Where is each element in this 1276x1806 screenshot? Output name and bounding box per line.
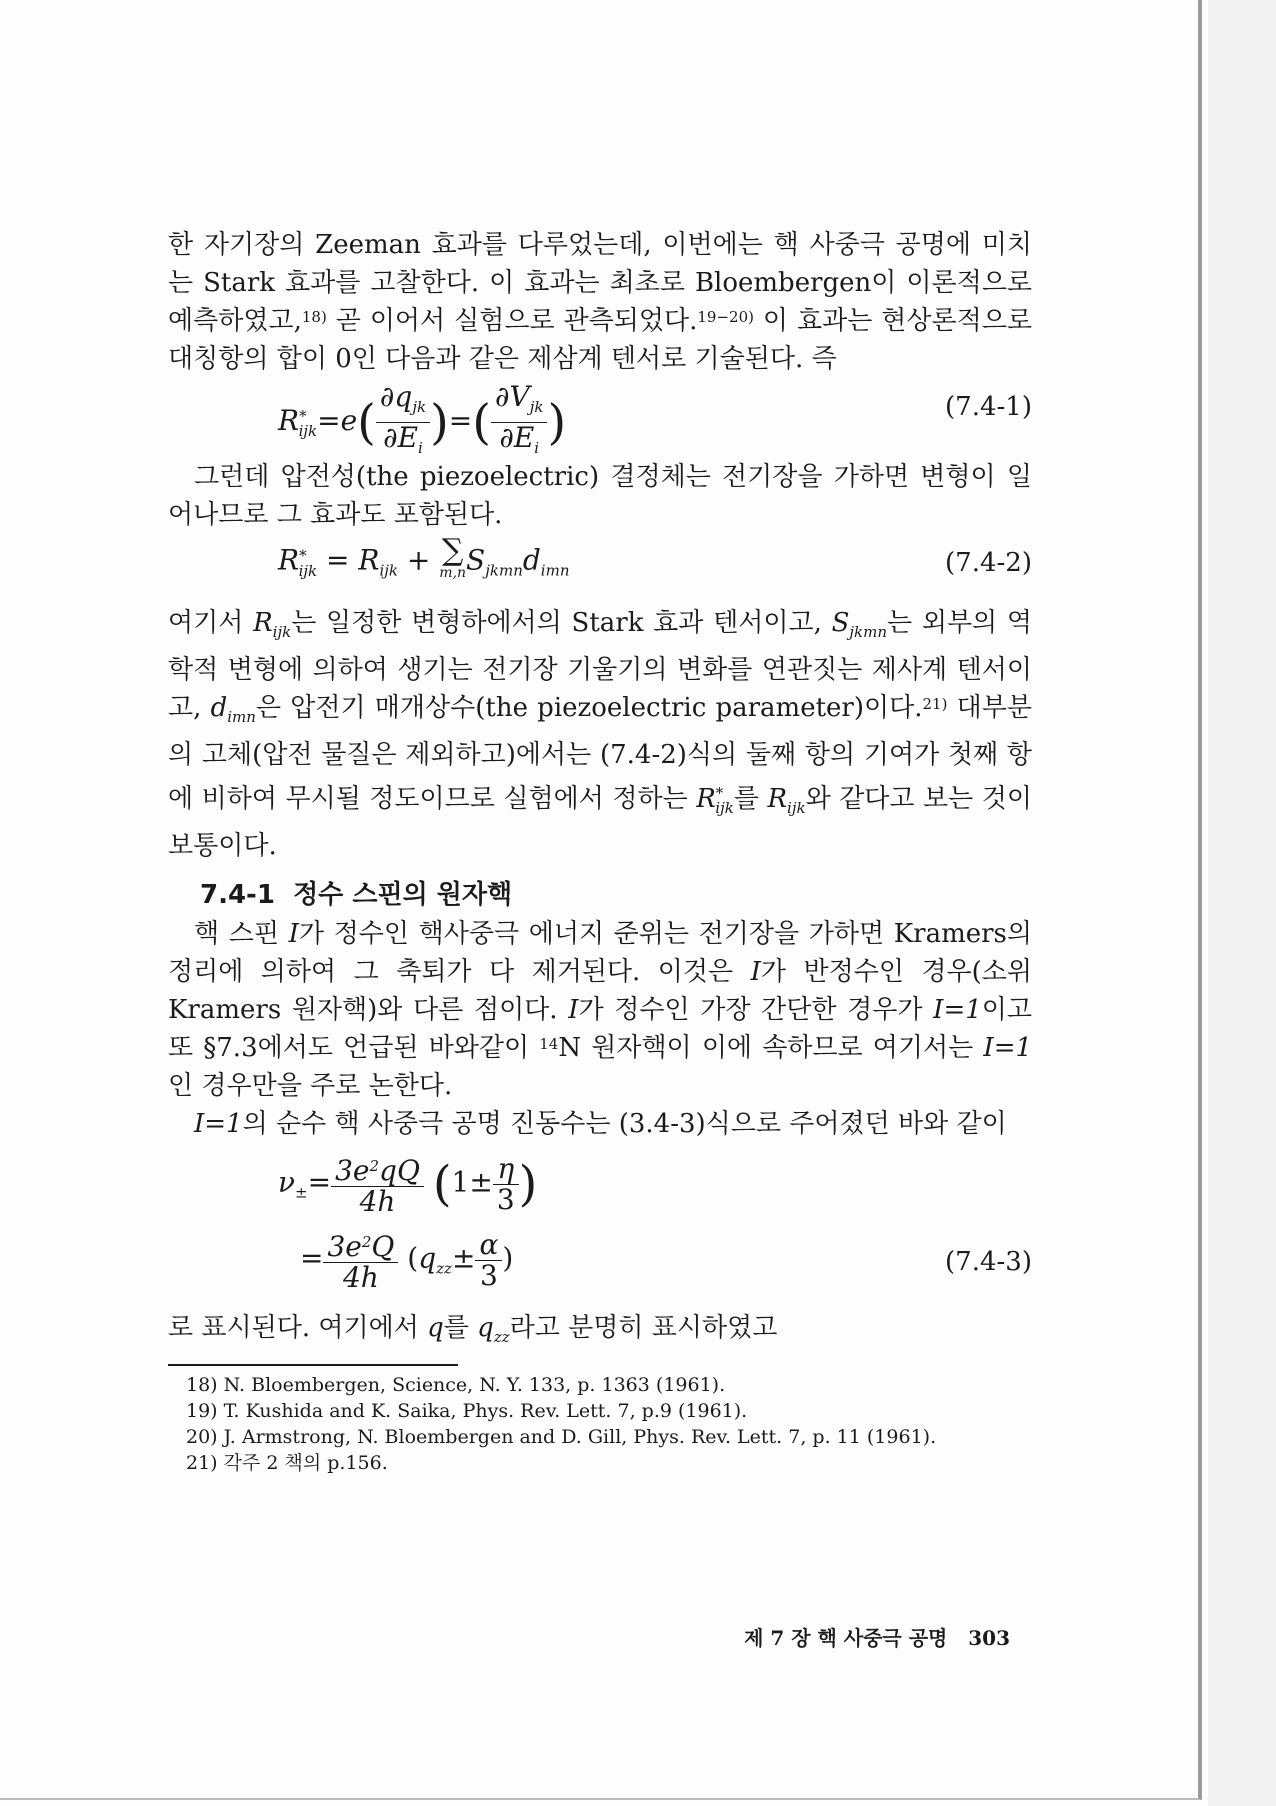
paragraph-integer-spin: 핵 스핀 I가 정수인 핵사중극 에너지 준위는 전기장을 가하면 Kramers의 정리에 의하여 그 축퇴가 다 제거된다. 이것은 I가 반정수인 경우(소위 Kramers 원자핵)와 다른 점이다. I가 정수인 가장 간단한 경우가 I=1이고 또 §7.3에서도 언급된 바와같이 $^{14}$N 원자핵이 이에 속하므로 여기서는 I=1인 경우만을 주로 논한다.	[168, 919, 1033, 1101]
page-content	[168, 226, 1032, 1476]
paragraph-piezo: 그런데 압전성(the piezoelectric) 결정체는 전기장을 가하면 변형이 일어나므로 그 효과도 포함된다.	[168, 462, 1032, 530]
section-heading: 7.4-1 정수 스핀의 원자핵	[200, 880, 513, 910]
equation-7-4-1-formula: $R^*_{ijk}=e$( $\frac{\partial q_{jk}}{\partial E_i}$ )=( $\frac{\partial V_{jk}}{\partial E_i}$ )	[278, 380, 567, 457]
equation-7-4-3-line-2: = $\frac{3e^2Q}{4h}$ ($q_{zz}\pm$ $\frac{\alpha}{3}$ )	[300, 1227, 514, 1294]
chapter-title: 제 7 장 핵 사중극 공명	[744, 1626, 948, 1650]
page-footer	[680, 1622, 1010, 1651]
equation-7-4-2	[168, 534, 1032, 604]
equation-7-4-3-line-1: $\nu_\pm=$ $\frac{3e^2qQ}{4h}$ (1± $\frac{\eta}{3}$ )	[278, 1151, 538, 1218]
equation-7-4-3	[168, 1143, 1032, 1305]
paragraph-closing: 로 표시된다. 여기에서 q를 $q_{zz}$라고 분명히 표시하였고	[168, 1313, 778, 1346]
equation-7-4-2-formula: $R^*_{ijk} = R_{ijk}$ + ∑ m,n $S_{jkmn}d_{imn}$	[278, 533, 570, 581]
equation-number: (7.4-1)	[945, 392, 1032, 422]
footnote-rule	[168, 1364, 458, 1366]
footnote-19: 19) T. Kushida and K. Saika, Phys. Rev. Lett. 7, p.9 (1961).	[186, 1400, 748, 1422]
footnote-20: 20) J. Armstrong, N. Bloembergen and D. Gill, Phys. Rev. Lett. 7, p. 11 (1961).	[186, 1426, 937, 1448]
equation-number: (7.4-2)	[945, 548, 1032, 578]
page-number: 303	[968, 1626, 1010, 1650]
equation-number: (7.4-3)	[945, 1247, 1032, 1277]
footnote-18: 18) N. Bloembergen, Science, N. Y. 133, p. 1363 (1961).	[186, 1374, 726, 1396]
footnote-ref-21: 21)	[922, 695, 948, 713]
footnote-21: 21) 각주 2 책의 p.156.	[186, 1452, 388, 1474]
paragraph-pure-nqr: I=1의 순수 핵 사중극 공명 진동수는 (3.4-3)식으로 주어졌던 바와 같이	[194, 1109, 1007, 1139]
footnote-ref-19-20: 19−20)	[697, 308, 754, 326]
footnote-ref-18: 18)	[301, 308, 327, 326]
scan-margin	[1208, 0, 1276, 1806]
equation-7-4-1	[168, 378, 1032, 457]
footnotes	[168, 1372, 1032, 1476]
paragraph-intro: 한 자기장의 Zeeman 효과를 다루었는데, 이번에는 핵 사중극 공명에 미치는 Stark 효과를 고찰한다. 이 효과는 최초로 Bloembergen이 이론적으로 예측하였고,$^{18)}$ 곧 이어서 실험으로 관측되었다.$^{19-20)}$ 이 효과는 현상론적으로 대칭항의 합이 0인 다음과 같은 제삼계 텐서로 기술된다. 즉	[168, 230, 1032, 374]
paragraph-tensors: 여기서 $R_{ijk}$는 일정한 변형하에서의 Stark 효과 텐서이고, $S_{jkmn}$는 외부의 역학적 변형에 의하여 생기는 전기장 기울기의 변화를 연관짓는 제사계 텐서이고, $d_{imn}$은 압전기 매개상수(the piezoelectric parameter)이다.$^{21)}$ 대부분의 고체(압전 물질은 제외하고)에서는 (7.4-2)식의 둘째 항의 기여가 첫째 항에 비하여 무시될 정도이므로 실험에서 정하는 $R^*_{ijk}$를 $R_{ijk}$와 같다고 보는 것이 보통이다.	[168, 608, 1033, 861]
